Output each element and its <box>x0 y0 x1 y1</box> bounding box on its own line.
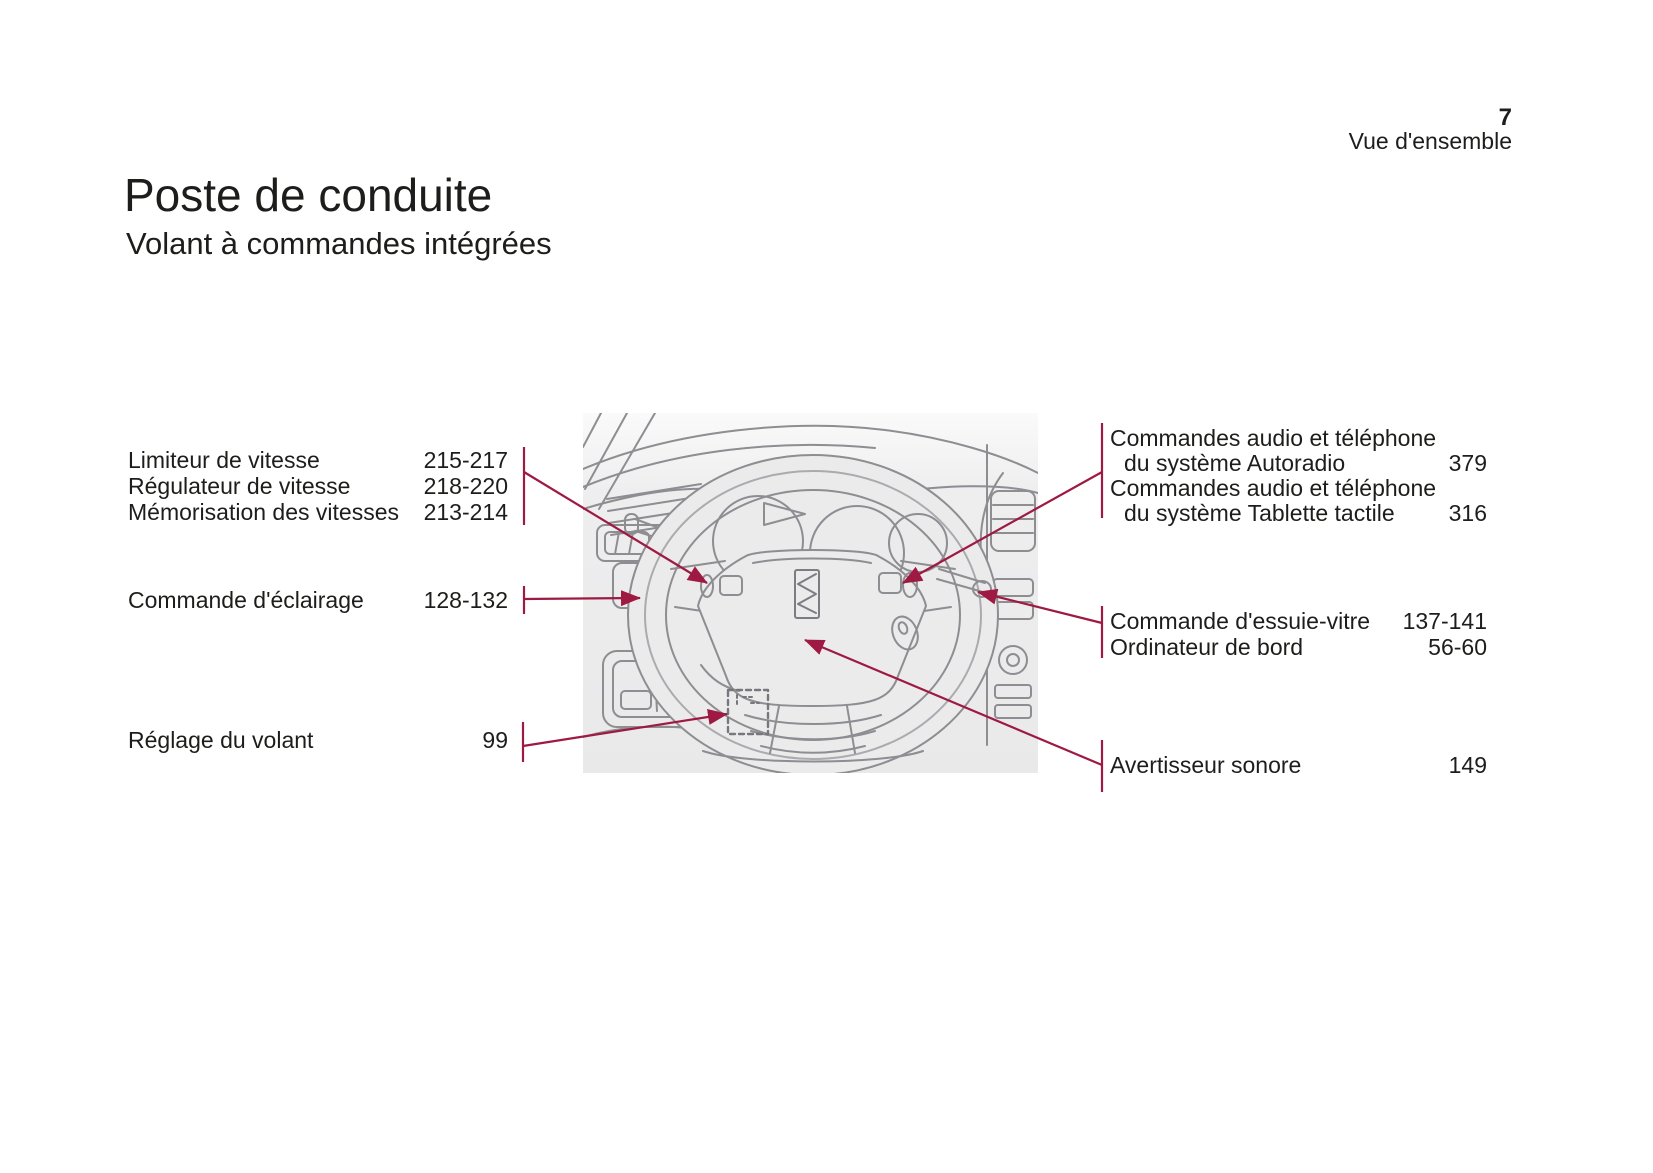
callout-pages: 218-220 <box>423 473 508 499</box>
callout-row <box>128 587 508 613</box>
callout-label: Régulateur de vitesse <box>128 473 351 499</box>
callout-label: Mémorisation des vitesses <box>128 499 399 525</box>
page-title: Poste de conduite <box>124 169 493 221</box>
callout-row <box>1110 426 1487 451</box>
callout-pages: 56-60 <box>1428 634 1487 660</box>
callout-group-lighting <box>128 587 508 613</box>
callout-label: Commande d'éclairage <box>128 587 364 613</box>
callout-row <box>1110 451 1487 476</box>
callout-label: Ordinateur de bord <box>1110 634 1304 660</box>
callout-pages: 99 <box>482 727 508 753</box>
callout-row <box>128 473 508 499</box>
callout-row <box>1110 634 1487 660</box>
callout-label: du système Autoradio <box>1124 450 1346 476</box>
callout-row <box>128 499 508 525</box>
callout-label: Commandes audio et téléphone <box>1110 475 1437 501</box>
callout-group-steering-adjust <box>128 727 508 753</box>
callout-pages: 213-214 <box>423 499 508 525</box>
callout-pages: 316 <box>1448 500 1487 526</box>
page-number: 7 <box>1498 104 1512 131</box>
callout-label: Commandes audio et téléphone <box>1110 425 1437 451</box>
callout-pages: 215-217 <box>423 447 508 473</box>
callout-row <box>128 447 508 473</box>
callout-label: du système Tablette tactile <box>1124 500 1395 526</box>
page-header <box>1348 104 1512 154</box>
callout-row <box>1110 476 1487 501</box>
callout-label: Réglage du volant <box>128 727 314 753</box>
callout-row <box>1110 608 1487 634</box>
steering-wheel-illustration <box>583 413 1038 773</box>
callout-pages: 379 <box>1448 450 1487 476</box>
page-subtitle: Volant à commandes intégrées <box>126 226 552 261</box>
callout-row <box>1110 752 1487 778</box>
callout-label: Commande d'essuie-vitre <box>1110 608 1371 634</box>
section-title: Vue d'ensemble <box>1348 128 1512 154</box>
callout-group-speed <box>128 447 508 525</box>
callout-pages: 149 <box>1448 752 1487 778</box>
callout-label: Limiteur de vitesse <box>128 447 320 473</box>
callout-row <box>1110 501 1487 526</box>
callout-group-horn <box>1110 752 1487 778</box>
callout-pages: 137-141 <box>1402 608 1487 634</box>
callout-pages: 128-132 <box>423 587 508 613</box>
callout-group-wiper-computer <box>1110 608 1487 660</box>
callout-group-audio <box>1110 426 1487 526</box>
callout-label: Avertisseur sonore <box>1110 752 1302 778</box>
callout-row <box>128 727 508 753</box>
